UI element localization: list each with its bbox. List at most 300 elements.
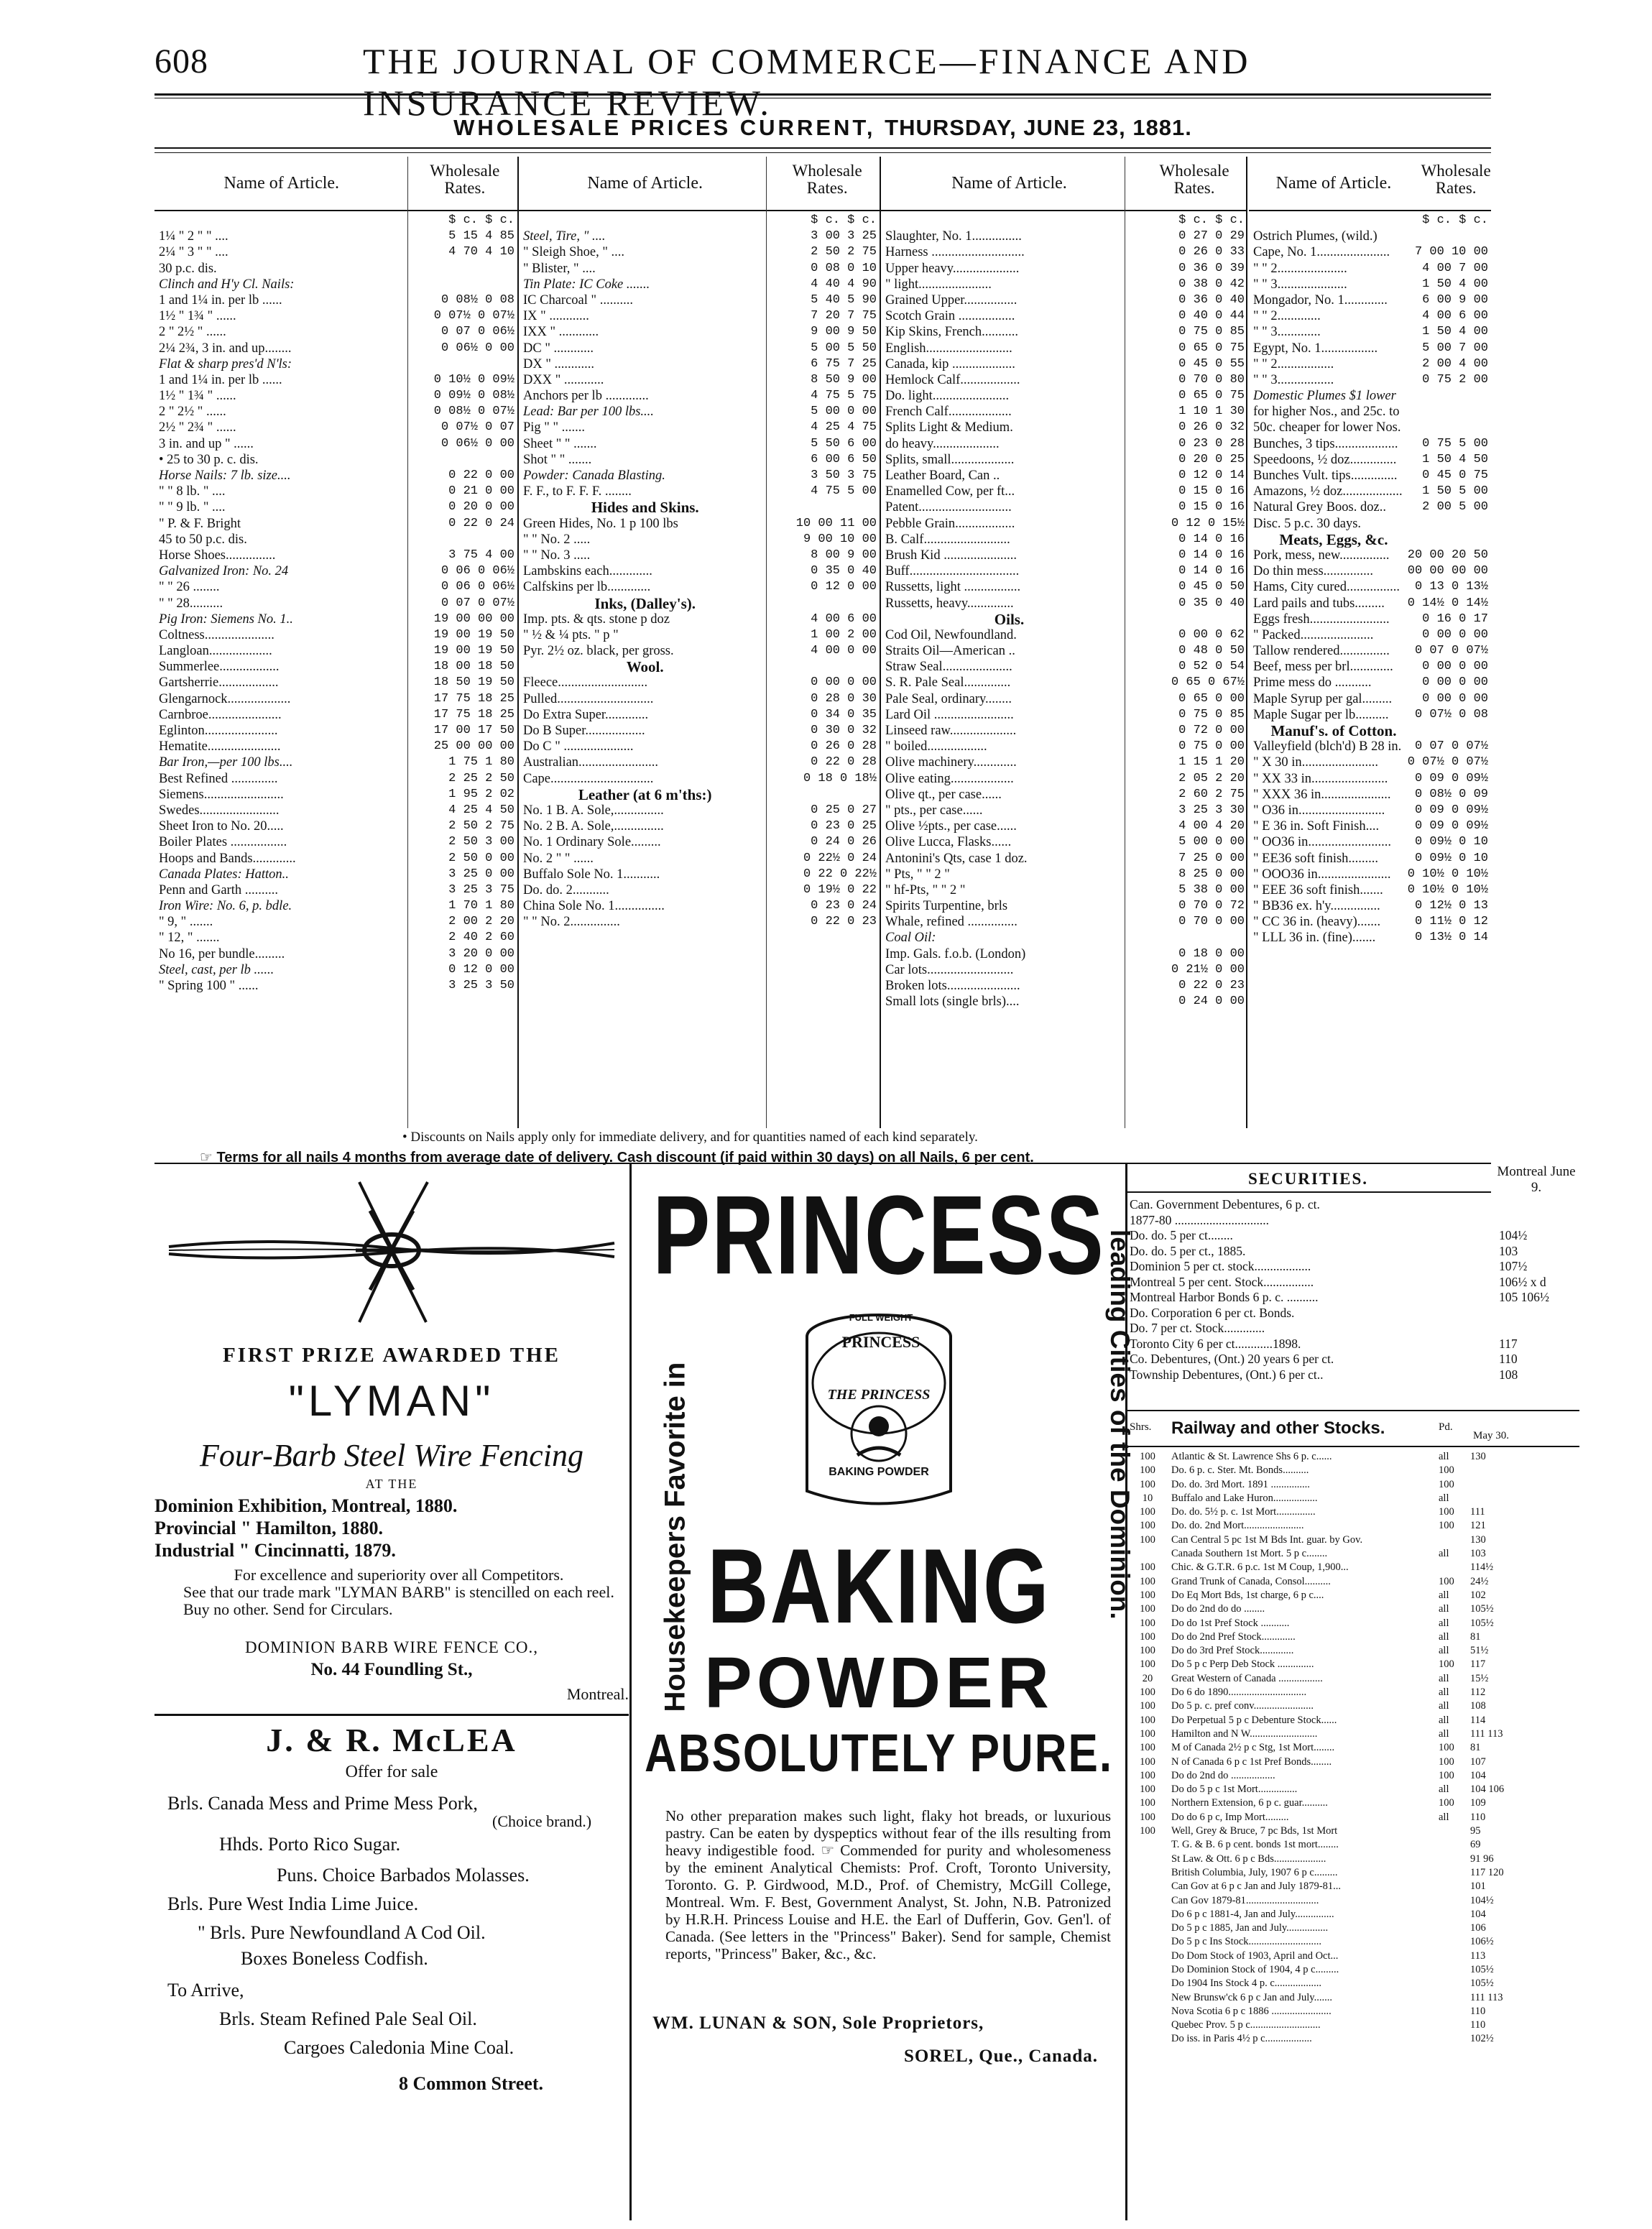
article-name: Sheet Iron to No. 20..... [159,819,284,834]
railway-row [1127,1478,1579,1492]
journal-title: THE JOURNAL OF COMMERCE—FINANCE AND INSURANCE REVIEW. [363,41,1251,123]
article-name: " " 28.......... [159,596,223,611]
article-name: " EEE 36 soft finish....... [1253,882,1383,897]
article-name: " " 2..................... [1253,261,1347,276]
article-name: Galvanized Iron: No. 24 [159,564,289,579]
price-row [154,803,517,818]
article-name: 45 to 50 p.c. dis. [159,532,247,547]
article-name: Inks, (Dalley's). [594,595,696,612]
railway-row [1127,1866,1579,1880]
wholesale-rate: 0 14½ 0 14½ [1407,596,1488,610]
article-name: 3 in. and up " ...... [159,436,254,451]
price-row [881,659,1247,675]
wholesale-rate: 3 20 0 00 [448,946,514,961]
wholesale-rate: 0 12 0 15½ [1171,516,1245,530]
wholesale-rate: 3 75 4 00 [448,548,514,562]
article-name: " 9, " ....... [159,915,213,930]
wholesale-rate: 0 09 0 09½ [1414,771,1488,785]
railway-row [1127,1908,1579,1921]
wholesale-rate: 0 22 0 24 [448,516,514,530]
wholesale-rate: 0 07 0 07½ [1414,644,1488,658]
wholesale-rate: 0 75 0 00 [1178,739,1245,754]
wholesale-rate: 1 75 1 80 [448,755,514,770]
price-row [1249,914,1491,930]
shares-value: 100 [1140,1451,1155,1462]
wholesale-rate: 0 45 0 55 [1178,356,1245,371]
article-name: " " No. 2 ..... [523,532,591,547]
stock-price: 108 [1470,1700,1486,1712]
article-name: Olive eating................... [885,771,1014,786]
stock-price: 110 [1470,2005,1486,2017]
wholesale-rate: 4 75 5 75 [811,389,877,403]
price-row [519,707,880,723]
mclea-ad [154,1721,629,2224]
railway-row [1127,1644,1579,1658]
paid-value: all [1439,1727,1449,1740]
price-row [154,787,517,803]
price-row [154,771,517,787]
wholesale-rate: 0 07½ 0 07½ [433,309,514,323]
price-row [154,579,517,595]
price-row [1249,691,1491,707]
wholesale-rate: 4 70 4 10 [448,245,514,259]
article-name: Straits Oil—American .. [885,644,1015,659]
article-name: Pork, mess, new............... [1253,548,1390,563]
price-row [1249,404,1491,420]
price-row [881,499,1247,515]
stock-price: 105½ [1470,1963,1494,1975]
railway-row [1127,1741,1579,1755]
article-name: Siemens........................ [159,787,284,802]
section-heading [519,499,880,515]
price-column-3 [881,157,1247,1128]
price-column-4 [1249,157,1491,1128]
stock-name: Do 6 p c 1881-4, Jan and July............... [1171,1908,1334,1920]
article-name: DC " ............ [523,341,594,356]
article-name: Russetts, light ................. [885,580,1021,595]
shares-value: 20 [1142,1672,1153,1684]
wholesale-rate: 2 50 2 75 [448,819,514,834]
wholesale-rate: 25 00 00 00 [433,739,514,754]
lyman-address: No. 44 Foundling St., [310,1660,473,1679]
shares-value: 100 [1140,1520,1155,1532]
price-row [154,818,517,834]
article-name: 1½ " 1¾ " ...... [159,389,236,404]
stock-name: Atlantic & St. Lawrence Shs 6 p. c...... [1171,1451,1332,1462]
article-name: Car lots.......................... [885,962,1014,977]
price-row [154,867,517,882]
wholesale-rate: 5 15 4 85 [448,229,514,244]
article-name: 1½ " 1¾ " ...... [159,309,236,324]
wholesale-rate: 0 38 0 42 [1178,277,1245,291]
article-name: " EE36 soft finish......... [1253,851,1379,866]
page-number: 608 [154,42,208,80]
article-name: No. 2 " " ...... [523,851,594,866]
article-name: Steel, Tire, " .... [523,229,606,244]
article-name: " Packed...................... [1253,627,1374,642]
article-name: Olive machinery............. [885,755,1017,770]
wholesale-rate: 9 00 9 50 [811,325,877,339]
wholesale-rate: 0 13½ 0 14 [1414,931,1488,945]
price-row [519,898,880,914]
article-name: No. 1 B. A. Sole,............... [523,803,664,818]
wholesale-rate: 0 00 0 00 [1422,675,1488,690]
lyman-exhibitions [154,1495,629,1561]
column-divider [880,157,881,1128]
article-name: China Sole No. 1............... [523,899,665,914]
barbed-wire-illustration [154,1168,629,1337]
price-row [881,468,1247,484]
article-name: Lead: Bar per 100 lbs.... [523,405,654,420]
security-name: Dominion 5 per ct. stock.................. [1130,1259,1311,1273]
railway-row [1127,1672,1579,1686]
price-row [881,548,1247,563]
wholesale-rate: 0 75 0 85 [1178,325,1245,339]
wholesale-rate: 1 15 1 20 [1178,755,1245,770]
price-row [154,484,517,499]
wholesale-rate: 0 18 0 00 [1178,946,1245,961]
princess-baking-powder-ad [631,1164,1135,2224]
article-name: Tin Plate: IC Coke ....... [523,277,650,292]
article-name: Flat & sharp pres'd N'ls: [159,356,292,372]
stock-price: 105½ [1470,1978,1494,1990]
price-row [1249,356,1491,372]
article-name: " " 3............. [1253,325,1321,340]
security-row [1127,1290,1549,1306]
article-name: 50c. cheaper for lower Nos. [1253,420,1401,435]
wholesale-rate: 0 45 0 75 [1422,469,1488,482]
lyman-company: DOMINION BARB WIRE FENCE CO., [244,1638,539,1656]
price-row [1249,324,1491,340]
security-name: Do. 7 per ct. Stock............. [1130,1321,1265,1335]
railway-row [1127,1796,1579,1810]
paid-value: 100 [1439,1769,1454,1781]
article-name: Valleyfield (blch'd) B 28 in. [1253,739,1402,754]
price-row [154,261,517,277]
table-top-rule [154,147,1491,149]
article-name: F. F., to F. F. F. ........ [523,484,632,499]
shares-value: 100 [1140,1700,1155,1712]
wholesale-rate: 1 95 2 02 [448,787,514,801]
security-price: 106½ x d [1499,1274,1546,1289]
price-row [519,643,880,659]
article-name: Penn and Garth .......... [159,882,278,897]
wholesale-rate: 0 26 0 33 [1178,245,1245,259]
column-header-rates: Wholesale Rates. [1159,162,1229,197]
stock-name: Great Western of Canada ................. [1171,1672,1323,1684]
securities-rows [1127,1197,1549,1383]
column-divider [517,157,519,1128]
article-name: 2½ " 2¾ " ...... [159,420,236,435]
wholesale-rate: 0 24 0 26 [811,835,877,849]
price-row [154,244,517,260]
price-row [881,771,1247,787]
price-row [1249,308,1491,324]
issue-date: THURSDAY, JUNE 23, 1881. [885,115,1192,140]
article-name: " light...................... [885,277,992,292]
security-row [1127,1197,1491,1213]
paid-value: 100 [1439,1575,1454,1587]
article-name: Russetts, heavy.............. [885,596,1014,611]
stock-price: 111 [1470,1506,1485,1518]
price-row [1249,707,1491,723]
security-row [1127,1213,1491,1229]
price-row [519,388,880,404]
column-header-rates: Wholesale Rates. [1421,162,1491,197]
wholesale-rate: 0 10½ 0 10½ [1407,882,1488,897]
stock-price: 110 [1470,1811,1486,1823]
price-row [519,277,880,292]
article-name: Coltness..................... [159,627,274,642]
lyman-fence-ad [154,1168,629,1703]
article-name: " " 26 ........ [159,580,220,595]
article-name: " " 2................. [1253,356,1334,372]
article-name: IC Charcoal " .......... [523,292,633,308]
price-row [881,930,1247,946]
shares-value: 100 [1140,1742,1155,1754]
wholesale-rate: 4 40 4 90 [811,277,877,291]
price-row [881,962,1247,978]
lyman-city: Montreal. [566,1685,629,1703]
wholesale-rate: $ c. $ c. [448,213,514,227]
railway-row [1127,1575,1579,1589]
article-name: Brush Kid ...................... [885,548,1017,563]
article-name: Australian........................ [523,755,659,770]
stock-name: Do do 5 p c 1st Mort............... [1171,1783,1298,1796]
wholesale-rate: 0 45 0 50 [1178,580,1245,594]
article-name: " hf-Pts, " " 2 " [885,882,966,897]
price-row [154,946,517,962]
stock-price: 130 [1470,1533,1486,1546]
price-row [1249,292,1491,308]
wholesale-rate: 0 18 0 18½ [803,771,877,785]
article-name: " XXX 36 in..................... [1253,787,1391,802]
price-row [519,627,880,643]
price-row [154,563,517,579]
article-name: " XX 33 in....................... [1253,771,1388,786]
article-name: Lard Oil ........................ [885,707,1014,722]
price-row [1249,213,1491,229]
price-row [881,643,1247,659]
paid-value: all [1439,1617,1449,1629]
price-row [1249,898,1491,914]
stock-name: British Columbia, July, 1907 6 p c......... [1171,1866,1338,1878]
wholesale-rate: 00 00 00 00 [1407,564,1488,578]
price-rows [1249,213,1491,946]
stock-price: 24½ [1470,1575,1489,1587]
stock-name: Do 5 p c Perp Deb Stock .............. [1171,1658,1314,1671]
article-name: Beef, mess per brl............. [1253,660,1393,675]
price-row [881,277,1247,292]
article-name: " CC 36 in. (heavy)....... [1253,915,1381,930]
price-row [1249,436,1491,452]
price-row [519,803,880,818]
price-row [1249,452,1491,468]
wholesale-rate: 2 25 2 50 [448,771,514,785]
shares-value: 100 [1140,1645,1155,1657]
railway-row [1127,1894,1579,1908]
mclea-item: " Brls. Pure Newfoundland A Cod Oil. [198,1922,486,1943]
paid-value: 100 [1439,1742,1454,1754]
wholesale-rate: 0 15 0 16 [1178,500,1245,514]
railway-row [1127,1838,1579,1852]
column-header-rates: Wholesale Rates. [792,162,862,197]
price-row [881,244,1247,260]
article-name: Leather (at 6 m'ths:) [578,786,712,803]
wholesale-rate: 3 50 3 75 [811,469,877,482]
rail-header-shares: Shrs. [1130,1421,1152,1433]
price-row [1249,627,1491,643]
price-row [519,372,880,388]
article-name: No. 2 B. A. Sole,............... [523,819,664,834]
wholesale-rate: 17 75 18 25 [433,691,514,706]
article-name: 2 " 2½ " ...... [159,405,226,420]
article-name: Sheet " " ....... [523,436,597,451]
price-row [881,691,1247,707]
price-row [519,563,880,579]
article-name: Summerlee.................. [159,660,280,675]
wholesale-rate: 2 50 3 00 [448,835,514,849]
mclea-address: 8 Common Street. [399,2073,543,2094]
stock-price: 106 [1470,1922,1486,1934]
princess-proprietors: WM. LUNAN & SON, Sole Proprietors, [652,2013,984,2033]
price-rows [881,213,1247,1010]
stock-price: 117 [1470,1658,1486,1671]
wholesale-rate: 19 00 00 00 [433,612,514,626]
article-name: 30 p.c. dis. [159,261,217,276]
stock-name: Do. do. 2nd Mort....................... [1171,1520,1304,1532]
wholesale-rate: 0 00 0 00 [811,675,877,690]
price-row [519,292,880,308]
wholesale-rate: 8 50 9 00 [811,372,877,387]
price-row [519,420,880,435]
article-name: " " 3..................... [1253,277,1347,292]
security-price: 108 [1499,1367,1518,1382]
article-name: Hoops and Bands............. [159,851,296,866]
lyman-details: For excellence and superiority over all Competitors. See that our trade mark "LYMAN BARB" is stencilled on each reel. Buy no other. Send for Circulars. [183,1566,614,1618]
wholesale-rate: 1 50 4 50 [1422,452,1488,466]
wholesale-rate: 0 12 0 00 [811,580,877,594]
price-row [154,659,517,675]
lyman-exhibition: Industrial " Cincinnatti, 1879. [154,1540,396,1561]
price-row [881,867,1247,882]
article-name: Mongador, No. 1............. [1253,292,1388,308]
stock-name: Quebec Prov. 5 p c........................... [1171,2019,1321,2031]
stock-price: 130 [1470,1451,1486,1462]
security-price: 105 106½ [1499,1290,1549,1304]
article-name: Do thin mess............... [1253,564,1374,579]
stock-price: 102½ [1470,2033,1494,2045]
wholesale-rate: 0 00 0 00 [1422,627,1488,642]
wholesale-rate: 0 13 0 13½ [1414,580,1488,594]
article-name: Pebble Grain.................. [885,516,1015,531]
wholesale-rate: 5 00 0 00 [811,405,877,419]
wholesale-rate: 0 10½ 0 09½ [433,372,514,387]
wholesale-rate: 0 28 0 30 [811,691,877,706]
stock-price: 113 [1470,1949,1486,1962]
mclea-item: Cargoes Caledonia Mine Coal. [284,2037,514,2058]
wholesale-rate: 0 09 0 09½ [1414,803,1488,817]
price-row [1249,930,1491,946]
princess-side-right: leading Cities of the Dominion. [1105,1229,1135,1620]
article-name: Boiler Plates ................. [159,835,287,850]
price-row [1249,468,1491,484]
security-name: Can. Government Debentures, 6 p. ct. [1130,1197,1320,1212]
stock-name: Do do 6 p c, Imp Mort......... [1171,1811,1289,1823]
wholesale-rate: 0 10½ 0 10½ [1407,867,1488,881]
paid-value: 100 [1439,1658,1454,1671]
wholesale-rate: 2 60 2 75 [1178,787,1245,801]
price-row [1249,612,1491,627]
paid-value: 100 [1439,1478,1454,1490]
security-name: Montreal 5 per cent. Stock................ [1130,1274,1314,1289]
shares-value: 100 [1140,1811,1155,1823]
price-row [881,356,1247,372]
railway-row [1127,2005,1579,2018]
price-row [881,803,1247,818]
article-name: Pale Seal, ordinary........ [885,691,1012,706]
article-name: " " No. 2............... [523,915,620,930]
article-name: " Pts, " " 2 " [885,867,950,882]
stock-price: 111 113 [1470,1727,1503,1740]
article-name: " Sleigh Shoe, " .... [523,245,625,260]
section-heading [881,612,1247,627]
price-row [519,468,880,484]
wholesale-rate: 0 07 0 07½ [1414,739,1488,754]
shares-value: 100 [1140,1603,1155,1615]
table-top-rule-thin [154,152,1491,153]
stock-name: Hamilton and N W.......................... [1171,1727,1318,1740]
stock-price: 95 [1470,1825,1481,1837]
security-row [1127,1243,1518,1260]
wholesale-rate: 0 11½ 0 12 [1414,915,1488,929]
railway-row [1127,1492,1579,1505]
wholesale-rate: 0 30 0 32 [811,724,877,737]
security-name: 1877-80 .............................. [1130,1212,1269,1227]
stock-name: Do do 2nd Pref Stock............. [1171,1630,1296,1643]
rate-divider [407,157,408,1128]
price-row [1249,420,1491,435]
column-header-name: Name of Article. [587,174,703,193]
paid-value: all [1439,1603,1449,1615]
price-row [1249,484,1491,499]
price-row [154,404,517,420]
railway-row [1127,1991,1579,2005]
article-name: Pyr. 2½ oz. black, per gross. [523,644,674,659]
stock-name: Do Dominion Stock of 1904, 4 p c......... [1171,1963,1339,1975]
price-row [519,341,880,356]
wholesale-rate: 8 00 9 00 [811,548,877,562]
paid-value: all [1439,1492,1449,1504]
wholesale-rate: 5 38 0 00 [1178,882,1245,897]
price-row [519,754,880,770]
wholesale-rate: 0 35 0 40 [1178,596,1245,610]
stock-name: Northern Extension, 6 p c. guar.......... [1171,1797,1328,1809]
price-row [1249,867,1491,882]
wholesale-rate: 4 00 6 00 [811,612,877,626]
price-rows [154,213,517,994]
princess-side-left: Housekeepers Favorite in [659,1362,691,1712]
article-name: English.......................... [885,341,1012,356]
stock-name: Canada Southern 1st Mort. 5 p c........ [1171,1548,1328,1560]
wholesale-rate: 6 00 6 50 [811,452,877,466]
article-name: Enamelled Cow, per ft... [885,484,1015,499]
wholesale-rate: 0 12 0 00 [448,962,514,977]
article-name: IX " ............ [523,309,589,324]
tin-top-text: FULL WEIGHT [849,1312,913,1323]
stock-name: New Brunsw'ck 6 p c Jan and July....... [1171,1991,1332,2003]
security-name: Do. Corporation 6 per ct. Bonds. [1130,1305,1295,1320]
